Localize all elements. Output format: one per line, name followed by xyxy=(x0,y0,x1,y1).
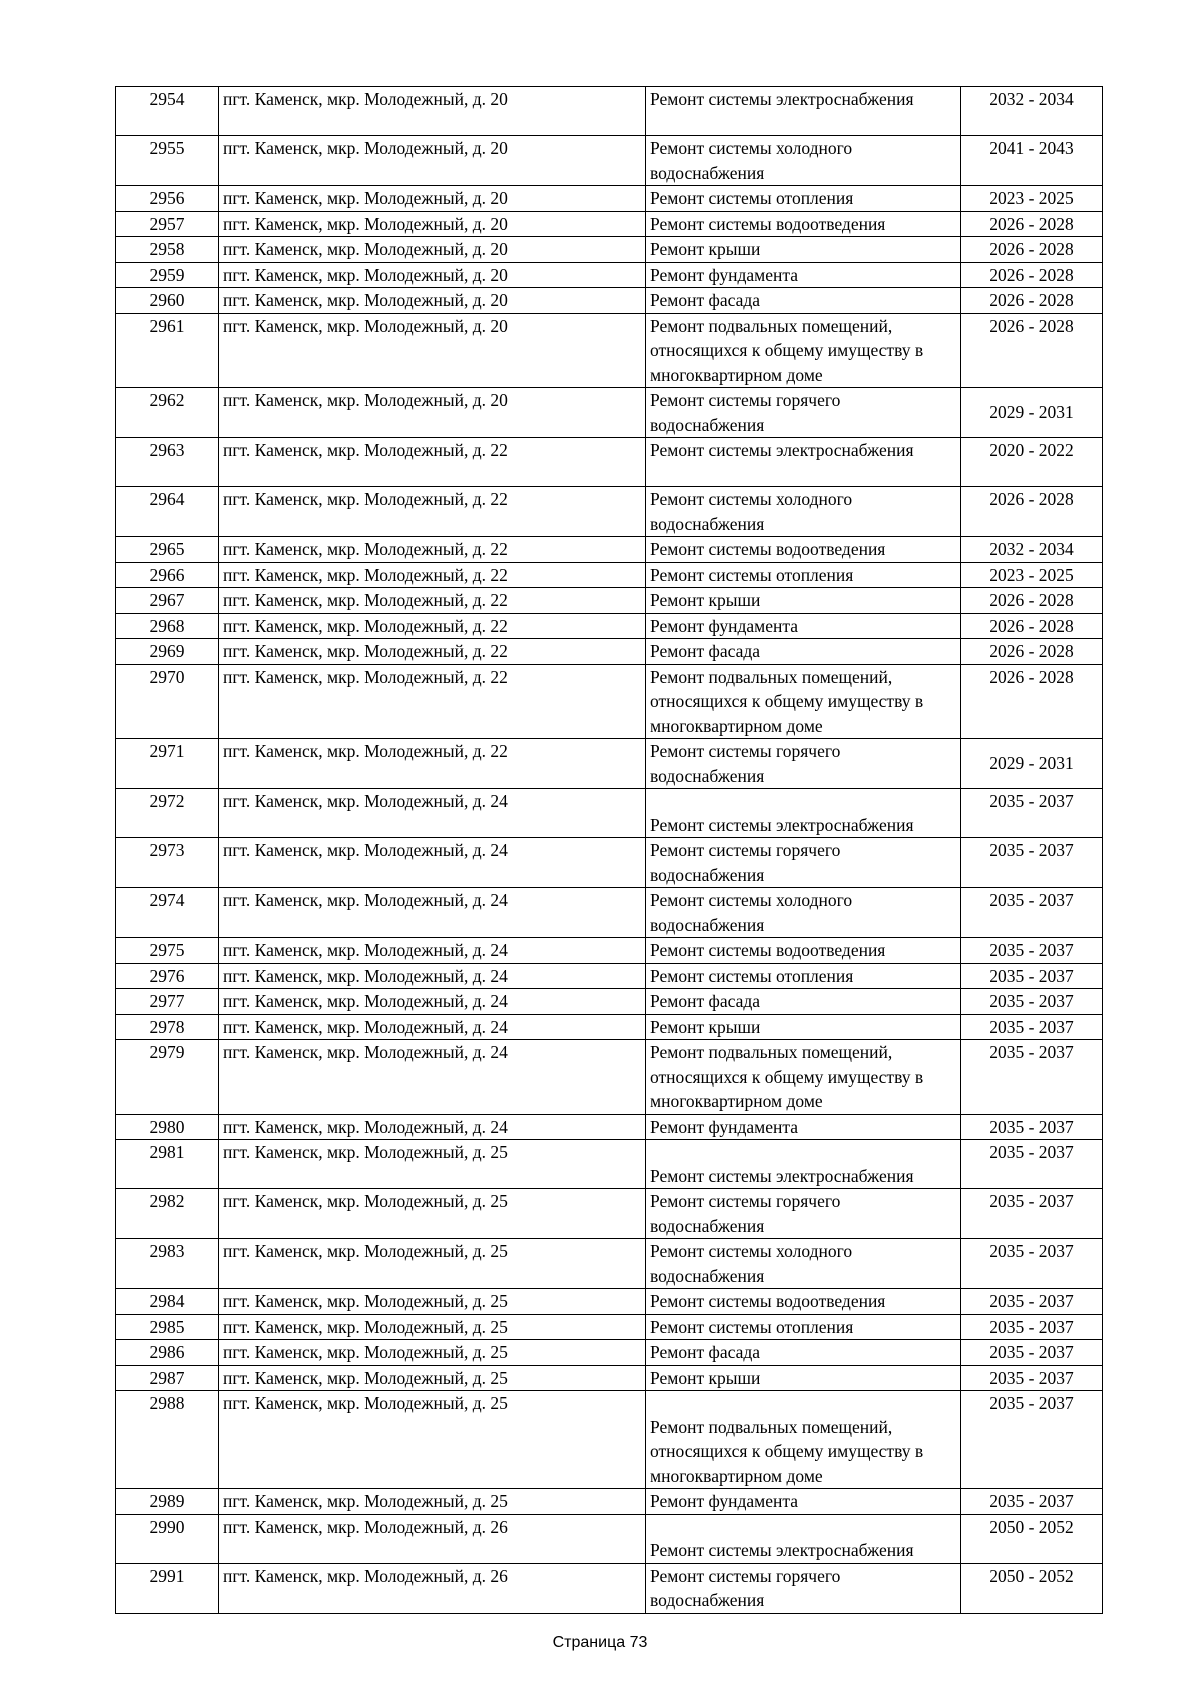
row-work-type: Ремонт системы холодного водоснабжения xyxy=(646,136,961,186)
row-number: 2985 xyxy=(116,1314,219,1340)
row-number: 2980 xyxy=(116,1114,219,1140)
row-period: 2032 - 2034 xyxy=(961,87,1103,136)
row-number: 2966 xyxy=(116,562,219,588)
row-period: 2023 - 2025 xyxy=(961,562,1103,588)
row-period: 2035 - 2037 xyxy=(961,963,1103,989)
row-period: 2026 - 2028 xyxy=(961,588,1103,614)
row-work-type: Ремонт системы электроснабжения xyxy=(646,87,961,136)
row-period: 2020 - 2022 xyxy=(961,438,1103,487)
table-row xyxy=(116,237,1103,263)
row-period: 2026 - 2028 xyxy=(961,211,1103,237)
row-address: пгт. Каменск, мкр. Молодежный, д. 25 xyxy=(219,1289,646,1315)
table-row xyxy=(116,136,1103,186)
table-row xyxy=(116,588,1103,614)
row-work-type: Ремонт фундамента xyxy=(646,613,961,639)
row-period: 2035 - 2037 xyxy=(961,1239,1103,1289)
row-work-type: Ремонт крыши xyxy=(646,588,961,614)
row-period: 2032 - 2034 xyxy=(961,537,1103,563)
row-work-type: Ремонт системы отопления xyxy=(646,186,961,212)
row-address: пгт. Каменск, мкр. Молодежный, д. 22 xyxy=(219,438,646,487)
row-number: 2978 xyxy=(116,1014,219,1040)
row-number: 2964 xyxy=(116,487,219,537)
row-period: 2029 - 2031 xyxy=(961,388,1103,438)
row-work-type: Ремонт подвальных помещений, относящихся к общему имуществу в многоквартирном доме xyxy=(646,313,961,388)
row-period: 2026 - 2028 xyxy=(961,487,1103,537)
row-number: 2968 xyxy=(116,613,219,639)
row-period: 2029 - 2031 xyxy=(961,739,1103,789)
row-period: 2035 - 2037 xyxy=(961,1114,1103,1140)
row-address: пгт. Каменск, мкр. Молодежный, д. 20 xyxy=(219,87,646,136)
row-address: пгт. Каменск, мкр. Молодежный, д. 24 xyxy=(219,838,646,888)
page-number: Страница 73 xyxy=(552,1634,648,1651)
table-row xyxy=(116,838,1103,888)
row-address: пгт. Каменск, мкр. Молодежный, д. 20 xyxy=(219,136,646,186)
row-work-type: Ремонт системы горячего водоснабжения xyxy=(646,388,961,438)
row-number: 2979 xyxy=(116,1040,219,1115)
table-row xyxy=(116,1514,1103,1563)
row-address: пгт. Каменск, мкр. Молодежный, д. 20 xyxy=(219,237,646,263)
row-work-type: Ремонт системы водоотведения xyxy=(646,537,961,563)
table-row xyxy=(116,664,1103,739)
row-address: пгт. Каменск, мкр. Молодежный, д. 20 xyxy=(219,388,646,438)
row-work-type: Ремонт системы горячего водоснабжения xyxy=(646,838,961,888)
row-number: 2987 xyxy=(116,1365,219,1391)
row-address: пгт. Каменск, мкр. Молодежный, д. 20 xyxy=(219,262,646,288)
table-row xyxy=(116,789,1103,838)
row-address: пгт. Каменск, мкр. Молодежный, д. 22 xyxy=(219,562,646,588)
table-row xyxy=(116,438,1103,487)
row-period: 2035 - 2037 xyxy=(961,888,1103,938)
row-number: 2954 xyxy=(116,87,219,136)
table-row xyxy=(116,1314,1103,1340)
row-address: пгт. Каменск, мкр. Молодежный, д. 25 xyxy=(219,1140,646,1189)
row-address: пгт. Каменск, мкр. Молодежный, д. 25 xyxy=(219,1314,646,1340)
row-address: пгт. Каменск, мкр. Молодежный, д. 26 xyxy=(219,1563,646,1613)
row-number: 2962 xyxy=(116,388,219,438)
row-address: пгт. Каменск, мкр. Молодежный, д. 25 xyxy=(219,1365,646,1391)
row-address: пгт. Каменск, мкр. Молодежный, д. 20 xyxy=(219,211,646,237)
row-number: 2956 xyxy=(116,186,219,212)
row-work-type: Ремонт системы холодного водоснабжения xyxy=(646,888,961,938)
row-period: 2035 - 2037 xyxy=(961,1340,1103,1366)
row-number: 2971 xyxy=(116,739,219,789)
row-period: 2035 - 2037 xyxy=(961,1014,1103,1040)
row-work-type: Ремонт крыши xyxy=(646,1365,961,1391)
row-address: пгт. Каменск, мкр. Молодежный, д. 24 xyxy=(219,888,646,938)
table-row xyxy=(116,739,1103,789)
row-period: 2026 - 2028 xyxy=(961,664,1103,739)
row-work-type: Ремонт системы водоотведения xyxy=(646,211,961,237)
row-period: 2035 - 2037 xyxy=(961,1289,1103,1315)
row-period: 2050 - 2052 xyxy=(961,1514,1103,1563)
row-number: 2986 xyxy=(116,1340,219,1366)
row-work-type: Ремонт фундамента xyxy=(646,1114,961,1140)
row-address: пгт. Каменск, мкр. Молодежный, д. 25 xyxy=(219,1340,646,1366)
row-work-type: Ремонт системы электроснабжения xyxy=(646,789,961,838)
row-address: пгт. Каменск, мкр. Молодежный, д. 24 xyxy=(219,1114,646,1140)
row-address: пгт. Каменск, мкр. Молодежный, д. 24 xyxy=(219,1040,646,1115)
row-work-type: Ремонт системы холодного водоснабжения xyxy=(646,1239,961,1289)
row-number: 2976 xyxy=(116,963,219,989)
row-address: пгт. Каменск, мкр. Молодежный, д. 25 xyxy=(219,1189,646,1239)
row-period: 2026 - 2028 xyxy=(961,262,1103,288)
capital-repair-table xyxy=(115,86,1103,1614)
row-number: 2970 xyxy=(116,664,219,739)
row-work-type: Ремонт системы электроснабжения xyxy=(646,1140,961,1189)
table-row xyxy=(116,87,1103,136)
row-work-type: Ремонт системы горячего водоснабжения xyxy=(646,739,961,789)
table-row xyxy=(116,1365,1103,1391)
row-period: 2035 - 2037 xyxy=(961,838,1103,888)
row-number: 2988 xyxy=(116,1391,219,1489)
row-work-type: Ремонт фасада xyxy=(646,639,961,665)
row-number: 2955 xyxy=(116,136,219,186)
row-number: 2969 xyxy=(116,639,219,665)
row-address: пгт. Каменск, мкр. Молодежный, д. 25 xyxy=(219,1239,646,1289)
table-row xyxy=(116,487,1103,537)
row-work-type: Ремонт фундамента xyxy=(646,1489,961,1515)
row-number: 2957 xyxy=(116,211,219,237)
row-period: 2035 - 2037 xyxy=(961,1189,1103,1239)
table-row xyxy=(116,1289,1103,1315)
row-number: 2982 xyxy=(116,1189,219,1239)
row-number: 2991 xyxy=(116,1563,219,1613)
table-row xyxy=(116,1040,1103,1115)
row-address: пгт. Каменск, мкр. Молодежный, д. 25 xyxy=(219,1489,646,1515)
row-work-type: Ремонт системы отопления xyxy=(646,562,961,588)
row-address: пгт. Каменск, мкр. Молодежный, д. 24 xyxy=(219,989,646,1015)
row-address: пгт. Каменск, мкр. Молодежный, д. 20 xyxy=(219,288,646,314)
row-number: 2961 xyxy=(116,313,219,388)
row-number: 2983 xyxy=(116,1239,219,1289)
row-work-type: Ремонт системы отопления xyxy=(646,963,961,989)
row-number: 2967 xyxy=(116,588,219,614)
row-work-type: Ремонт системы горячего водоснабжения xyxy=(646,1563,961,1613)
table-row xyxy=(116,639,1103,665)
row-address: пгт. Каменск, мкр. Молодежный, д. 22 xyxy=(219,588,646,614)
row-work-type: Ремонт фасада xyxy=(646,989,961,1015)
table-row xyxy=(116,211,1103,237)
row-period: 2035 - 2037 xyxy=(961,789,1103,838)
row-period: 2035 - 2037 xyxy=(961,1391,1103,1489)
row-work-type: Ремонт системы горячего водоснабжения xyxy=(646,1189,961,1239)
row-number: 2977 xyxy=(116,989,219,1015)
row-period: 2023 - 2025 xyxy=(961,186,1103,212)
row-number: 2963 xyxy=(116,438,219,487)
row-number: 2958 xyxy=(116,237,219,263)
row-address: пгт. Каменск, мкр. Молодежный, д. 25 xyxy=(219,1391,646,1489)
row-period: 2035 - 2037 xyxy=(961,1140,1103,1189)
row-number: 2960 xyxy=(116,288,219,314)
row-work-type: Ремонт системы водоотведения xyxy=(646,938,961,964)
row-work-type: Ремонт системы электроснабжения xyxy=(646,438,961,487)
table-row xyxy=(116,288,1103,314)
row-address: пгт. Каменск, мкр. Молодежный, д. 26 xyxy=(219,1514,646,1563)
row-work-type: Ремонт фасада xyxy=(646,1340,961,1366)
row-period: 2035 - 2037 xyxy=(961,938,1103,964)
table-row xyxy=(116,1489,1103,1515)
row-period: 2050 - 2052 xyxy=(961,1563,1103,1613)
table-row xyxy=(116,888,1103,938)
table-row xyxy=(116,1140,1103,1189)
row-period: 2035 - 2037 xyxy=(961,1365,1103,1391)
row-address: пгт. Каменск, мкр. Молодежный, д. 24 xyxy=(219,963,646,989)
table-row xyxy=(116,1391,1103,1489)
row-number: 2989 xyxy=(116,1489,219,1515)
table-row xyxy=(116,963,1103,989)
row-work-type: Ремонт системы водоотведения xyxy=(646,1289,961,1315)
row-work-type: Ремонт системы электроснабжения xyxy=(646,1514,961,1563)
table-row xyxy=(116,1014,1103,1040)
row-work-type: Ремонт подвальных помещений, относящихся к общему имуществу в многоквартирном доме xyxy=(646,1391,961,1489)
table-row xyxy=(116,1239,1103,1289)
row-work-type: Ремонт подвальных помещений, относящихся к общему имуществу в многоквартирном доме xyxy=(646,1040,961,1115)
table-body xyxy=(116,87,1103,1614)
row-work-type: Ремонт крыши xyxy=(646,1014,961,1040)
row-period: 2035 - 2037 xyxy=(961,1040,1103,1115)
row-period: 2035 - 2037 xyxy=(961,989,1103,1015)
row-work-type: Ремонт крыши xyxy=(646,237,961,263)
table-row xyxy=(116,388,1103,438)
table-row xyxy=(116,1189,1103,1239)
row-number: 2959 xyxy=(116,262,219,288)
row-period: 2035 - 2037 xyxy=(961,1314,1103,1340)
row-period: 2026 - 2028 xyxy=(961,613,1103,639)
row-work-type: Ремонт системы холодного водоснабжения xyxy=(646,487,961,537)
row-address: пгт. Каменск, мкр. Молодежный, д. 24 xyxy=(219,789,646,838)
row-address: пгт. Каменск, мкр. Молодежный, д. 24 xyxy=(219,1014,646,1040)
row-work-type: Ремонт системы отопления xyxy=(646,1314,961,1340)
row-address: пгт. Каменск, мкр. Молодежный, д. 20 xyxy=(219,186,646,212)
table-row xyxy=(116,1563,1103,1613)
row-work-type: Ремонт подвальных помещений, относящихся к общему имуществу в многоквартирном доме xyxy=(646,664,961,739)
row-period: 2026 - 2028 xyxy=(961,639,1103,665)
row-period: 2035 - 2037 xyxy=(961,1489,1103,1515)
row-address: пгт. Каменск, мкр. Молодежный, д. 20 xyxy=(219,313,646,388)
row-address: пгт. Каменск, мкр. Молодежный, д. 22 xyxy=(219,487,646,537)
row-number: 2972 xyxy=(116,789,219,838)
row-number: 2984 xyxy=(116,1289,219,1315)
table-row xyxy=(116,186,1103,212)
table-row xyxy=(116,562,1103,588)
table-row xyxy=(116,537,1103,563)
table-row xyxy=(116,989,1103,1015)
table-row xyxy=(116,938,1103,964)
row-address: пгт. Каменск, мкр. Молодежный, д. 22 xyxy=(219,537,646,563)
row-work-type: Ремонт фундамента xyxy=(646,262,961,288)
row-period: 2026 - 2028 xyxy=(961,237,1103,263)
table-row xyxy=(116,262,1103,288)
row-work-type: Ремонт фасада xyxy=(646,288,961,314)
row-period: 2026 - 2028 xyxy=(961,313,1103,388)
row-period: 2041 - 2043 xyxy=(961,136,1103,186)
table-row xyxy=(116,1114,1103,1140)
row-number: 2965 xyxy=(116,537,219,563)
row-period: 2026 - 2028 xyxy=(961,288,1103,314)
row-address: пгт. Каменск, мкр. Молодежный, д. 22 xyxy=(219,639,646,665)
row-number: 2990 xyxy=(116,1514,219,1563)
row-number: 2973 xyxy=(116,838,219,888)
row-number: 2974 xyxy=(116,888,219,938)
table-row xyxy=(116,613,1103,639)
table-row xyxy=(116,1340,1103,1366)
row-address: пгт. Каменск, мкр. Молодежный, д. 22 xyxy=(219,664,646,739)
row-address: пгт. Каменск, мкр. Молодежный, д. 22 xyxy=(219,739,646,789)
row-address: пгт. Каменск, мкр. Молодежный, д. 24 xyxy=(219,938,646,964)
row-number: 2981 xyxy=(116,1140,219,1189)
row-address: пгт. Каменск, мкр. Молодежный, д. 22 xyxy=(219,613,646,639)
row-number: 2975 xyxy=(116,938,219,964)
table-row xyxy=(116,313,1103,388)
